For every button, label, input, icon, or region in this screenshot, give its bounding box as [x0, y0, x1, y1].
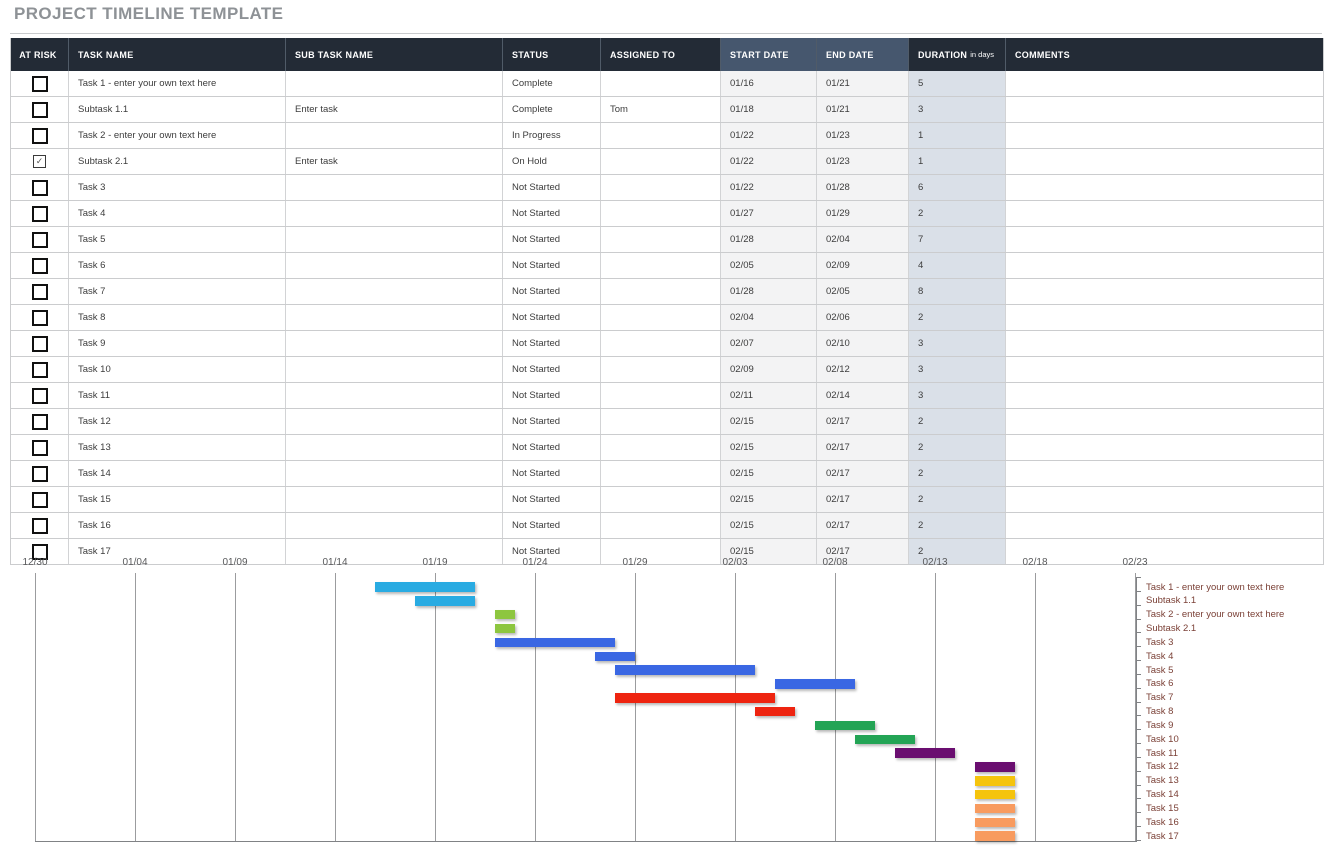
gantt-row-tick — [1136, 577, 1141, 578]
cell-task[interactable]: Task 1 - enter your own text here — [69, 71, 286, 96]
gantt-task-label: Task 13 — [1146, 775, 1179, 787]
cell-task[interactable]: Task 2 - enter your own text here — [69, 123, 286, 148]
column-header-status: STATUS — [503, 38, 601, 71]
column-header-assigned: ASSIGNED TO — [601, 38, 721, 71]
cell-end[interactable]: 02/17 — [817, 513, 909, 538]
cell-start[interactable]: 02/11 — [721, 383, 817, 408]
cell-task[interactable]: Subtask 1.1 — [69, 97, 286, 122]
cell-status[interactable]: Not Started — [503, 409, 601, 434]
column-header-duration: DURATION in days — [909, 38, 1006, 71]
gantt-axis-tick-label: 01/14 — [322, 557, 348, 568]
gantt-row-tick — [1136, 771, 1141, 772]
gantt-task-label: Task 14 — [1146, 789, 1179, 801]
cell-end[interactable]: 01/21 — [817, 71, 909, 96]
cell-task[interactable]: Task 16 — [69, 513, 286, 538]
gantt-task-label: Task 3 — [1146, 636, 1174, 648]
gantt-row-tick — [1136, 688, 1141, 689]
cell-duration[interactable]: 3 — [909, 331, 1006, 356]
cell-duration[interactable]: 3 — [909, 357, 1006, 382]
column-header-comments: COMMENTS — [1015, 49, 1070, 60]
gantt-task-label: Task 4 — [1146, 650, 1174, 662]
cell-start[interactable]: 02/15 — [721, 435, 817, 460]
gantt-row-tick — [1136, 605, 1141, 606]
cell-duration[interactable]: 2 — [909, 539, 1006, 564]
cell-duration[interactable]: 7 — [909, 227, 1006, 252]
column-header-at-risk: AT RISK — [11, 38, 69, 71]
cell-start[interactable]: 02/09 — [721, 357, 817, 382]
gantt-task-label: Task 1 - enter your own text here — [1146, 581, 1285, 593]
cell-duration[interactable]: 1 — [909, 149, 1006, 174]
gantt-task-label: Task 10 — [1146, 733, 1179, 745]
page-title: PROJECT TIMELINE TEMPLATE — [14, 4, 284, 23]
gantt-bottom-axis — [35, 841, 1137, 842]
gantt-axis-tick-label: 01/19 — [422, 557, 448, 568]
gantt-bar — [495, 610, 515, 620]
gantt-task-label: Task 5 — [1146, 664, 1174, 676]
cell-duration[interactable]: 1 — [909, 123, 1006, 148]
cell-status[interactable]: Not Started — [503, 357, 601, 382]
cell-duration[interactable]: 4 — [909, 253, 1006, 278]
gantt-axis-tick-label: 01/29 — [622, 557, 648, 568]
gantt-row-tick — [1136, 743, 1141, 744]
cell-start[interactable]: 02/15 — [721, 461, 817, 486]
gantt-row-tick — [1136, 632, 1141, 633]
gantt-row-tick — [1136, 674, 1141, 675]
gantt-axis-tick-label: 12/30 — [22, 557, 48, 568]
cell-duration[interactable]: 3 — [909, 383, 1006, 408]
gantt-row-tick — [1136, 619, 1141, 620]
cell-start[interactable]: 01/22 — [721, 149, 817, 174]
cell-duration[interactable]: 2 — [909, 409, 1006, 434]
cell-end[interactable]: 02/04 — [817, 227, 909, 252]
cell-status[interactable]: Not Started — [503, 253, 601, 278]
gantt-bar — [975, 818, 1015, 828]
cell-end[interactable]: 02/09 — [817, 253, 909, 278]
gantt-task-label: Task 9 — [1146, 719, 1174, 731]
cell-task[interactable]: Task 9 — [69, 331, 286, 356]
at-risk-checkbox[interactable]: ✓ — [33, 155, 46, 168]
gantt-bar — [975, 776, 1015, 786]
cell-task[interactable]: Task 17 — [69, 539, 286, 564]
cell-start[interactable]: 02/15 — [721, 487, 817, 512]
gantt-axis-tick-label: 02/03 — [722, 557, 748, 568]
gantt-gridline — [1135, 573, 1136, 841]
column-header-subtask: SUB TASK NAME — [286, 38, 503, 71]
gantt-bar — [615, 693, 775, 703]
cell-start[interactable]: 02/15 — [721, 513, 817, 538]
gantt-task-label: Task 12 — [1146, 761, 1179, 773]
gantt-gridline — [1035, 573, 1036, 841]
gantt-row-tick — [1136, 757, 1141, 758]
cell-status[interactable]: Not Started — [503, 175, 601, 200]
cell-duration[interactable]: 5 — [909, 71, 1006, 96]
gantt-axis-tick-label: 02/13 — [922, 557, 948, 568]
gantt-bar — [775, 679, 855, 689]
gantt-gridline — [635, 573, 636, 841]
cell-status[interactable]: Not Started — [503, 201, 601, 226]
gantt-task-label: Task 16 — [1146, 816, 1179, 828]
cell-end[interactable]: 02/05 — [817, 279, 909, 304]
cell-status[interactable]: Not Started — [503, 279, 601, 304]
cell-start[interactable]: 02/15 — [721, 409, 817, 434]
cell-end[interactable]: 02/17 — [817, 487, 909, 512]
gantt-gridline — [535, 573, 536, 841]
cell-status[interactable]: Not Started — [503, 305, 601, 330]
gantt-bar — [495, 638, 615, 648]
gantt-row-tick — [1136, 785, 1141, 786]
gantt-bar — [975, 790, 1015, 800]
cell-start[interactable]: 02/05 — [721, 253, 817, 278]
cell-assigned[interactable]: Tom — [601, 97, 721, 122]
gantt-gridline — [35, 573, 36, 841]
cell-status[interactable]: Not Started — [503, 539, 601, 564]
gantt-bar — [975, 831, 1015, 841]
gantt-row-tick — [1136, 798, 1141, 799]
cell-start[interactable]: 01/27 — [721, 201, 817, 226]
cell-end[interactable]: 01/28 — [817, 175, 909, 200]
gantt-task-label: Task 11 — [1146, 747, 1179, 759]
gantt-row-tick — [1136, 826, 1141, 827]
gantt-bar — [975, 762, 1015, 772]
gantt-bar — [415, 596, 475, 606]
cell-end[interactable]: 02/17 — [817, 409, 909, 434]
gantt-task-label: Task 15 — [1146, 802, 1179, 814]
gantt-row-tick — [1136, 840, 1141, 841]
cell-end[interactable]: 02/10 — [817, 331, 909, 356]
cell-status[interactable]: Not Started — [503, 383, 601, 408]
cell-status[interactable]: Complete — [503, 71, 601, 96]
cell-end[interactable]: 02/17 — [817, 461, 909, 486]
gantt-row-tick — [1136, 715, 1141, 716]
cell-end[interactable]: 01/23 — [817, 123, 909, 148]
cell-task[interactable]: Task 11 — [69, 383, 286, 408]
gantt-task-label: Task 7 — [1146, 692, 1174, 704]
cell-status[interactable]: In Progress — [503, 123, 601, 148]
cell-task[interactable]: Task 3 — [69, 175, 286, 200]
gantt-bar — [615, 665, 755, 675]
cell-task[interactable]: Task 5 — [69, 227, 286, 252]
cell-task[interactable]: Task 8 — [69, 305, 286, 330]
cell-status[interactable]: Not Started — [503, 513, 601, 538]
gantt-row-tick — [1136, 660, 1141, 661]
cell-task[interactable]: Task 6 — [69, 253, 286, 278]
cell-status[interactable]: Complete — [503, 97, 601, 122]
cell-duration[interactable]: 6 — [909, 175, 1006, 200]
cell-start[interactable]: 01/16 — [721, 71, 817, 96]
cell-status[interactable]: Not Started — [503, 435, 601, 460]
gantt-axis-tick-label: 01/24 — [522, 557, 548, 568]
cell-end[interactable]: 02/06 — [817, 305, 909, 330]
gantt-axis-tick-label: 01/04 — [122, 557, 148, 568]
gantt-task-label: Subtask 1.1 — [1146, 595, 1197, 607]
gantt-gridline — [935, 573, 936, 841]
cell-start[interactable]: 01/28 — [721, 227, 817, 252]
gantt-right-axis — [1136, 577, 1137, 841]
cell-subtask[interactable]: Enter task — [286, 97, 503, 122]
gantt-task-label: Task 6 — [1146, 678, 1174, 690]
gantt-row-tick — [1136, 646, 1141, 647]
cell-duration[interactable]: 2 — [909, 513, 1006, 538]
gantt-row-tick — [1136, 702, 1141, 703]
cell-end[interactable]: 01/23 — [817, 149, 909, 174]
gantt-bar — [755, 707, 795, 717]
gantt-axis-tick-label: 01/09 — [222, 557, 248, 568]
gantt-axis-tick-label: 02/23 — [1122, 557, 1148, 568]
gantt-bar — [375, 582, 475, 592]
cell-task[interactable]: Task 4 — [69, 201, 286, 226]
cell-start[interactable]: 01/22 — [721, 175, 817, 200]
cell-start[interactable]: 01/18 — [721, 97, 817, 122]
cell-end[interactable]: 02/12 — [817, 357, 909, 382]
cell-task[interactable]: Task 13 — [69, 435, 286, 460]
cell-end[interactable]: 01/29 — [817, 201, 909, 226]
cell-start[interactable]: 01/28 — [721, 279, 817, 304]
gantt-bar — [595, 652, 635, 662]
cell-task[interactable]: Subtask 2.1 — [69, 149, 286, 174]
cell-status[interactable]: Not Started — [503, 331, 601, 356]
cell-status[interactable]: Not Started — [503, 487, 601, 512]
cell-duration[interactable]: 2 — [909, 435, 1006, 460]
cell-start[interactable]: 02/15 — [721, 539, 817, 564]
cell-end[interactable]: 02/17 — [817, 539, 909, 564]
column-header-end: END DATE — [817, 38, 909, 71]
gantt-axis-tick-label: 02/18 — [1022, 557, 1048, 568]
cell-duration[interactable]: 2 — [909, 487, 1006, 512]
cell-status[interactable]: Not Started — [503, 461, 601, 486]
gantt-task-label: Task 8 — [1146, 706, 1174, 718]
cell-end[interactable]: 01/21 — [817, 97, 909, 122]
column-header-start: START DATE — [721, 38, 817, 71]
gantt-gridline — [235, 573, 236, 841]
cell-task[interactable]: Task 15 — [69, 487, 286, 512]
gantt-task-label: Task 2 - enter your own text here — [1146, 609, 1285, 621]
gantt-row-tick — [1136, 729, 1141, 730]
gantt-row-tick — [1136, 591, 1141, 592]
cell-start[interactable]: 02/07 — [721, 331, 817, 356]
column-header-task: TASK NAME — [69, 38, 286, 71]
cell-end[interactable]: 02/14 — [817, 383, 909, 408]
cell-task[interactable]: Task 14 — [69, 461, 286, 486]
gantt-gridline — [835, 573, 836, 841]
cell-duration[interactable]: 2 — [909, 201, 1006, 226]
cell-duration[interactable]: 3 — [909, 97, 1006, 122]
gantt-gridline — [135, 573, 136, 841]
gantt-gridline — [435, 573, 436, 841]
gantt-gridline — [335, 573, 336, 841]
cell-task[interactable]: Task 7 — [69, 279, 286, 304]
cell-start[interactable]: 02/04 — [721, 305, 817, 330]
gantt-bar — [855, 735, 915, 745]
gantt-bar — [895, 748, 955, 758]
cell-end[interactable]: 02/17 — [817, 435, 909, 460]
gantt-bar — [495, 624, 515, 634]
gantt-bar — [975, 804, 1015, 814]
gantt-task-label: Task 17 — [1146, 830, 1179, 842]
cell-status[interactable]: Not Started — [503, 227, 601, 252]
cell-duration[interactable]: 2 — [909, 461, 1006, 486]
gantt-task-label: Subtask 2.1 — [1146, 623, 1197, 635]
cell-duration[interactable]: 2 — [909, 305, 1006, 330]
cell-task[interactable]: Task 12 — [69, 409, 286, 434]
gantt-gridline — [735, 573, 736, 841]
cell-task[interactable]: Task 10 — [69, 357, 286, 382]
cell-subtask[interactable]: Enter task — [286, 149, 503, 174]
cell-duration[interactable]: 8 — [909, 279, 1006, 304]
gantt-row-tick — [1136, 812, 1141, 813]
cell-start[interactable]: 01/22 — [721, 123, 817, 148]
cell-status[interactable]: On Hold — [503, 149, 601, 174]
gantt-bar — [815, 721, 875, 731]
gantt-axis-tick-label: 02/08 — [822, 557, 848, 568]
